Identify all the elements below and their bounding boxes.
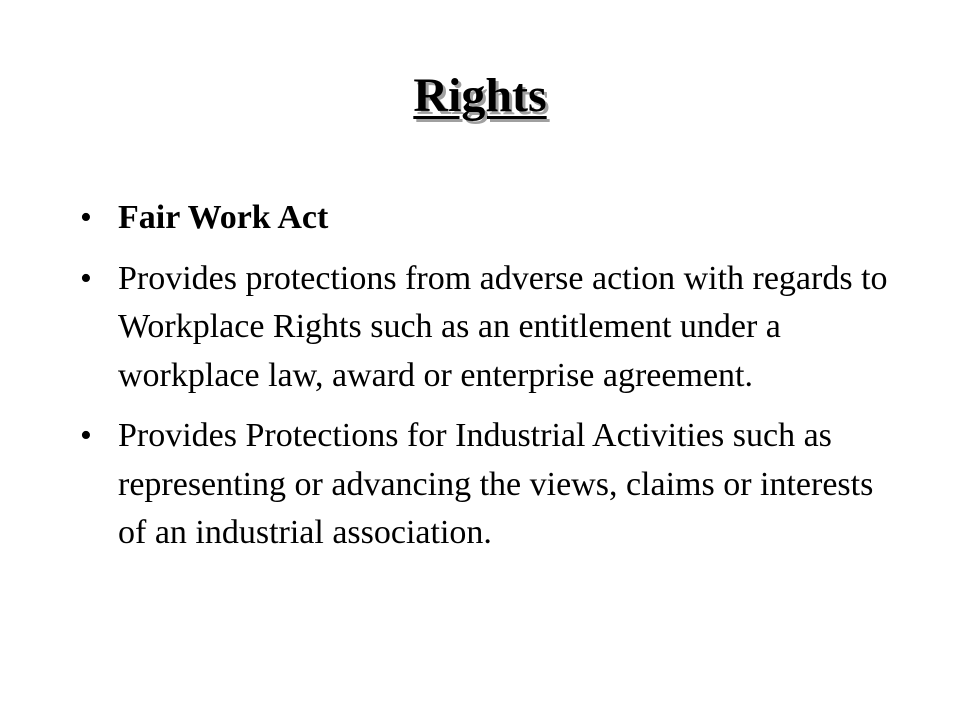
bullet-item <box>80 412 900 558</box>
bullet-dot-icon: • <box>80 259 92 297</box>
slide-title: Rights <box>413 69 547 122</box>
bullet-item <box>80 194 900 243</box>
bullet-list <box>80 194 900 570</box>
bullet-text: Provides Protections for Industrial Activities such as representing or advancing the views, claims or interests of an industrial association. <box>118 417 874 551</box>
bullet-dot-icon: • <box>80 417 92 454</box>
bullet-dot-icon: • <box>80 199 92 236</box>
bullet-text: Provides protections from adverse action with regards to Workplace Rights such as an entitlement under a workplace law, award or enterprise agreement. <box>118 259 888 394</box>
bullet-item <box>80 255 900 401</box>
bullet-text: Fair Work Act <box>118 199 329 236</box>
